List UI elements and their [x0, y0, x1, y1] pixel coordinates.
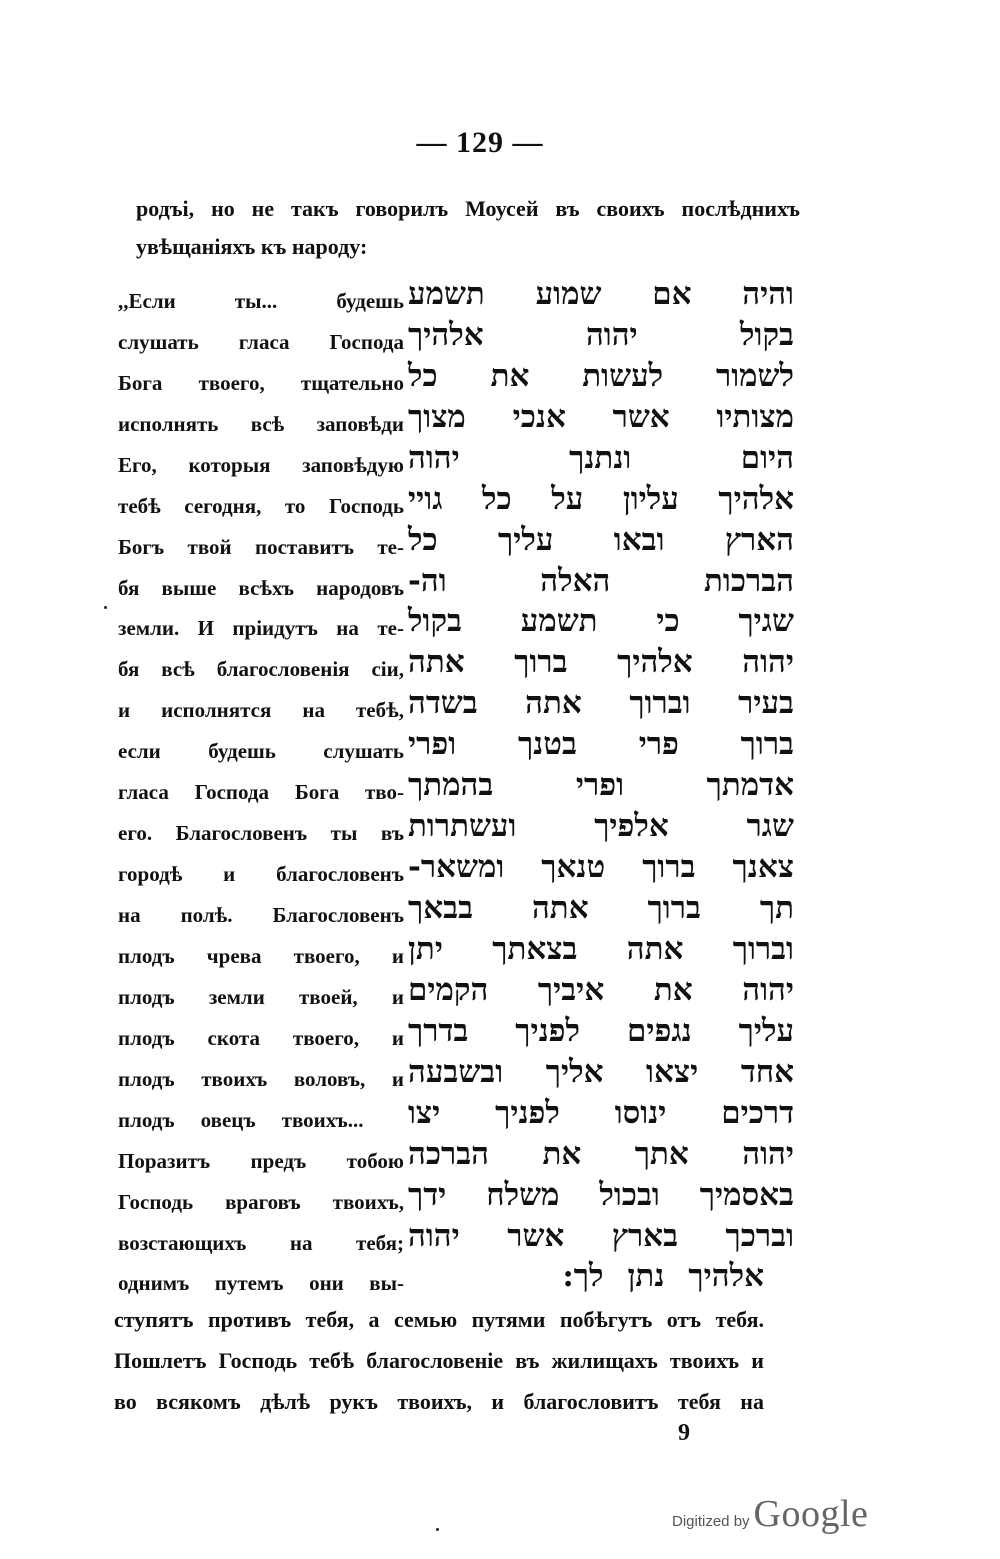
hebrew-line	[408, 274, 794, 315]
russian-line	[118, 486, 404, 527]
russian-word: Бога	[294, 780, 340, 805]
russian-word: то	[284, 493, 306, 518]
bottom-word: ступятъ	[114, 1307, 194, 1332]
hebrew-word: אשר	[612, 398, 670, 435]
bottom-word: во	[114, 1389, 137, 1414]
hebrew-word: אלהיך	[688, 1258, 764, 1295]
hebrew-word: כי	[656, 603, 680, 640]
hebrew-word: ומשאר-	[408, 849, 505, 886]
hebrew-line	[408, 929, 794, 970]
hebrew-word: ועשתרות	[408, 808, 517, 845]
russian-word: народовъ	[316, 575, 404, 600]
hebrew-word: ברוך	[740, 726, 794, 763]
russian-word: предъ	[250, 1148, 307, 1173]
intro-line-1	[136, 196, 800, 222]
hebrew-line	[408, 1216, 794, 1257]
russian-line	[118, 363, 404, 404]
russian-word: заповѣди	[316, 411, 404, 436]
russian-word: на	[302, 698, 325, 723]
russian-word: полѣ.	[180, 903, 233, 928]
russian-word: ты...	[234, 288, 278, 313]
russian-line	[118, 690, 404, 731]
hebrew-word: ידך	[408, 1176, 447, 1213]
bottom-word: всякомъ	[156, 1389, 241, 1414]
russian-word: и	[391, 984, 404, 1009]
bottom-word: побѣгутъ	[559, 1307, 653, 1332]
russian-line	[118, 772, 404, 813]
hebrew-word: בעיר	[738, 685, 794, 722]
hebrew-word: אשר	[507, 1217, 565, 1254]
russian-word: Богъ	[118, 534, 165, 559]
russian-word: враговъ	[225, 1189, 301, 1214]
hebrew-line	[408, 1175, 794, 1216]
hebrew-line	[408, 1011, 794, 1052]
hebrew-word: וברכך	[725, 1217, 794, 1254]
bottom-word: жилищахъ	[551, 1348, 658, 1373]
russian-word: твой	[187, 534, 232, 559]
hebrew-word: בדרך	[408, 1012, 469, 1049]
russian-line	[118, 609, 404, 650]
hebrew-word: טנאך	[541, 849, 606, 886]
russian-word: плодъ	[118, 943, 175, 968]
digitized-by-label: Digitized by	[672, 1513, 750, 1530]
russian-line	[118, 1223, 404, 1264]
russian-word: твоихъ...	[281, 1107, 364, 1132]
hebrew-word: לעשות	[582, 357, 664, 394]
russian-word: плодъ	[118, 1025, 175, 1050]
google-logo: Google	[753, 1493, 869, 1535]
page-number-header: — 129 —	[416, 126, 544, 159]
hebrew-word: ברוך	[514, 644, 568, 681]
hebrew-word: צאנך	[732, 849, 794, 886]
hebrew-word: תשמע	[520, 603, 598, 640]
hebrew-line	[408, 806, 794, 847]
russian-word: плодъ	[118, 1107, 175, 1132]
russian-line	[118, 895, 404, 936]
hebrew-word: ובאו	[613, 521, 665, 558]
hebrew-word: פרי	[638, 726, 679, 763]
hebrew-word: כל	[408, 357, 438, 394]
russian-line	[118, 1182, 404, 1223]
russian-line	[118, 854, 404, 895]
hebrew-word: יהוה	[585, 316, 638, 353]
russian-word: ты	[330, 821, 358, 846]
hebrew-word: וברוך	[732, 930, 794, 967]
russian-word: заповѣдую	[302, 452, 404, 477]
russian-word: въ	[380, 821, 404, 846]
intro-word: своихъ	[596, 196, 665, 221]
russian-word: ,,Если	[118, 288, 176, 313]
hebrew-word: ופרי	[575, 767, 625, 804]
russian-word: тобою	[346, 1148, 404, 1173]
hebrew-word: אנכי	[512, 398, 566, 435]
hebrew-word: ינוסו	[614, 1094, 667, 1131]
hebrew-word: לפניך	[515, 1012, 581, 1049]
intro-word: но	[211, 196, 235, 221]
hebrew-word: כל	[482, 480, 512, 517]
russian-word: выше	[161, 575, 217, 600]
russian-word: те-	[377, 534, 404, 559]
hebrew-word: וברוך	[629, 685, 691, 722]
russian-line	[118, 731, 404, 772]
russian-word: будешь	[336, 288, 404, 313]
bottom-word: отъ	[666, 1307, 702, 1332]
hebrew-word: יהוה	[408, 439, 460, 476]
hebrew-word: יצו	[408, 1094, 441, 1131]
hebrew-word: הברכות	[704, 562, 794, 599]
russian-word: исполнятся	[161, 698, 272, 723]
russian-word: будешь	[208, 739, 276, 764]
bottom-word: тебѣ	[309, 1348, 355, 1373]
hebrew-word: אתה	[408, 644, 465, 681]
russian-word: они	[309, 1271, 344, 1296]
russian-word: Господь	[118, 1189, 194, 1214]
hebrew-line	[408, 479, 794, 520]
hebrew-word: משלח	[486, 1176, 560, 1213]
russian-line	[118, 1018, 404, 1059]
intro-word: послѣднихъ	[681, 196, 800, 221]
russian-word: благословенія	[216, 657, 350, 682]
russian-word: вы-	[369, 1271, 404, 1296]
hebrew-line	[408, 561, 794, 602]
russian-line	[118, 322, 404, 363]
hebrew-word: מצותיו	[716, 398, 794, 435]
russian-word: Его,	[118, 452, 157, 477]
hebrew-line	[408, 847, 794, 888]
russian-word: на	[289, 1230, 313, 1255]
russian-word: Бога	[118, 370, 163, 395]
hebrew-word: והיה	[742, 275, 794, 312]
russian-word: сіи,	[371, 657, 404, 682]
hebrew-word: מצוך	[408, 398, 466, 435]
hebrew-word: אתה	[531, 890, 589, 927]
hebrew-word: עליון	[622, 480, 679, 517]
russian-word: И	[197, 616, 214, 641]
hebrew-word: יהוה	[742, 644, 794, 681]
hebrew-word: עליך	[498, 521, 554, 558]
digitized-watermark	[672, 1492, 868, 1536]
intro-line-2: увѣщаніяхъ къ народу:	[136, 234, 368, 259]
hebrew-word: ובשבעה	[408, 1053, 504, 1090]
hebrew-word: בקול	[408, 603, 462, 640]
hebrew-word: איביך	[537, 971, 605, 1008]
hebrew-word: את	[490, 357, 530, 394]
russian-word: овецъ	[200, 1107, 256, 1132]
bottom-word: на	[740, 1389, 764, 1414]
hebrew-word: אם	[652, 275, 692, 312]
bottom-word: благословитъ	[523, 1389, 659, 1414]
russian-word: Господа	[194, 780, 270, 805]
russian-word: те-	[377, 616, 404, 641]
russian-line	[118, 281, 404, 322]
russian-line	[118, 527, 404, 568]
hebrew-word: לשמור	[716, 357, 794, 394]
hebrew-word: בצאתך	[492, 930, 578, 967]
russian-word: возстающихъ	[118, 1230, 247, 1255]
hebrew-word: ובכול	[599, 1176, 660, 1213]
hebrew-word: אלהיך	[718, 480, 794, 517]
hebrew-word: בארץ	[611, 1217, 679, 1254]
intro-word: не	[251, 196, 275, 221]
russian-word: слушать	[118, 329, 199, 354]
hebrew-word: אלפיך	[594, 808, 669, 845]
hebrew-word: שגר	[746, 808, 794, 845]
russian-word: скота	[207, 1025, 260, 1050]
scan-speck	[104, 606, 107, 609]
hebrew-word: יתן	[408, 930, 443, 967]
russian-word: исполнять	[118, 411, 219, 436]
russian-line	[118, 404, 404, 445]
russian-word: твоихъ	[201, 1066, 268, 1091]
hebrew-word: יהוה	[742, 971, 794, 1008]
hebrew-word: ונתנך	[569, 439, 632, 476]
russian-line	[118, 936, 404, 977]
hebrew-word: דרכים	[721, 1094, 794, 1131]
russian-word: земли	[208, 984, 265, 1009]
russian-word: сегодня,	[184, 493, 262, 518]
hebrew-line	[408, 642, 794, 683]
hebrew-word: נתן	[627, 1258, 665, 1295]
hebrew-word: נגפים	[627, 1012, 692, 1049]
russian-word: поставитъ	[254, 534, 354, 559]
hebrew-word: ברוך	[647, 890, 701, 927]
russian-word: и	[118, 698, 131, 723]
bottom-word: въ	[515, 1348, 540, 1373]
russian-word: всѣ	[161, 657, 195, 682]
signature-mark: 9	[678, 1420, 690, 1446]
intro-word: въ	[555, 196, 580, 221]
bottom-word: благословеніе	[366, 1348, 504, 1373]
russian-line	[118, 813, 404, 854]
hebrew-line	[408, 520, 794, 561]
bottom-word: и	[751, 1348, 764, 1373]
russian-word: тво-	[364, 780, 404, 805]
russian-line	[118, 977, 404, 1018]
hebrew-word: הברכה	[408, 1135, 489, 1172]
intro-word: говорилъ	[355, 196, 449, 221]
bottom-word: и	[491, 1389, 505, 1414]
bottom-word: твоихъ,	[397, 1389, 473, 1414]
russian-word: тебѣ,	[355, 698, 404, 723]
hebrew-line	[408, 1093, 794, 1134]
russian-word: твоего,	[198, 370, 265, 395]
hebrew-word: אלהיך	[408, 316, 484, 353]
russian-word: Благословенъ	[175, 821, 308, 846]
russian-word: Господь	[328, 493, 404, 518]
hebrew-word: באסמיך	[699, 1176, 794, 1213]
bottom-line-1	[114, 1307, 764, 1333]
russian-word: если	[118, 739, 161, 764]
bottom-word: Господь	[218, 1348, 298, 1373]
hebrew-word: אליך	[545, 1053, 604, 1090]
russian-line	[118, 1100, 404, 1141]
bottom-word: твоихъ	[669, 1348, 740, 1373]
hebrew-word: האלה	[540, 562, 611, 599]
bottom-word: противъ	[207, 1307, 292, 1332]
hebrew-word: וה-	[408, 562, 447, 599]
russian-word: всѣ	[250, 411, 285, 436]
hebrew-word: את	[542, 1135, 582, 1172]
hebrew-word: גויי	[408, 480, 443, 517]
russian-word: Благословенъ	[272, 903, 404, 928]
russian-word: городѣ	[118, 862, 183, 887]
bottom-word: Пошлетъ	[114, 1348, 207, 1373]
hebrew-word: לך:	[562, 1258, 604, 1295]
russian-word: благословенъ	[276, 862, 404, 887]
russian-word: гласа	[118, 780, 169, 805]
hebrew-word: תשמע	[408, 275, 485, 312]
hebrew-word: אחד	[740, 1053, 794, 1090]
hebrew-word: כל	[408, 521, 438, 558]
russian-word: тщательно	[300, 370, 404, 395]
russian-word: путемъ	[214, 1271, 284, 1296]
russian-word: и	[391, 943, 404, 968]
russian-word: Поразитъ	[118, 1148, 211, 1173]
bottom-word: путями	[471, 1307, 546, 1332]
hebrew-line	[408, 683, 794, 724]
russian-line	[118, 445, 404, 486]
hebrew-word: אתך	[634, 1135, 689, 1172]
russian-word: Господа	[329, 329, 404, 354]
hebrew-word: עליך	[738, 1012, 794, 1049]
hebrew-line	[408, 888, 794, 929]
hebrew-word: הארץ	[724, 521, 794, 558]
russian-word: бя	[118, 575, 140, 600]
russian-word: слушать	[323, 739, 404, 764]
hebrew-word: ברוך	[642, 849, 696, 886]
russian-word: твоихъ,	[332, 1189, 404, 1214]
scan-speck	[436, 1528, 439, 1531]
hebrew-line	[408, 970, 794, 1011]
hebrew-line	[408, 1257, 794, 1298]
bottom-word: дѣлѣ	[260, 1389, 311, 1414]
hebrew-word: תך	[759, 890, 794, 927]
hebrew-word: ופרי	[408, 726, 457, 763]
russian-word: и	[223, 862, 236, 887]
russian-word: твоей,	[298, 984, 358, 1009]
russian-column	[118, 281, 404, 1304]
intro-word: родъі,	[136, 196, 195, 221]
hebrew-word: שמוע	[535, 275, 602, 312]
hebrew-line	[408, 724, 794, 765]
hebrew-line	[408, 397, 794, 438]
russian-word: и	[391, 1066, 404, 1091]
russian-word: и	[391, 1025, 404, 1050]
hebrew-line	[408, 315, 794, 356]
russian-word: воловъ,	[293, 1066, 366, 1091]
hebrew-line	[408, 356, 794, 397]
hebrew-line	[408, 602, 794, 643]
hebrew-word: יצאו	[646, 1053, 699, 1090]
russian-word: тебѣ	[118, 493, 161, 518]
russian-line	[118, 568, 404, 609]
russian-word: земли.	[118, 616, 180, 641]
russian-word: гласа	[238, 329, 290, 354]
hebrew-word: הקמים	[408, 971, 489, 1008]
hebrew-word: בבאך	[408, 890, 474, 927]
bottom-word: тебя,	[305, 1307, 355, 1332]
russian-line	[118, 1141, 404, 1182]
hebrew-word: בהמתך	[408, 767, 494, 804]
hebrew-word: את	[653, 971, 693, 1008]
russian-line	[118, 1059, 404, 1100]
hebrew-word: על	[551, 480, 584, 517]
intro-word: Моусей	[465, 196, 539, 221]
bottom-word: семью	[393, 1307, 458, 1332]
hebrew-word: לפניך	[495, 1094, 560, 1131]
hebrew-word: יהוה	[408, 1217, 460, 1254]
russian-line	[118, 649, 404, 690]
hebrew-line	[408, 765, 794, 806]
russian-word: которыя	[188, 452, 271, 477]
russian-word: пріидутъ	[232, 616, 318, 641]
hebrew-word: אתה	[626, 930, 684, 967]
russian-word: тебя;	[356, 1230, 404, 1255]
bottom-word: тебя	[677, 1389, 721, 1414]
bottom-line-3	[114, 1389, 764, 1415]
hebrew-word: אלהיך	[617, 644, 693, 681]
russian-word: твоего,	[293, 943, 360, 968]
hebrew-word: אדמתך	[706, 767, 794, 804]
russian-word: плодъ	[118, 984, 175, 1009]
russian-word: всѣхъ	[238, 575, 294, 600]
hebrew-line	[408, 438, 794, 479]
hebrew-word: שגיך	[738, 603, 794, 640]
russian-word: однимъ	[118, 1271, 190, 1296]
russian-word: плодъ	[118, 1066, 175, 1091]
russian-word: на	[118, 903, 141, 928]
hebrew-line	[408, 1134, 794, 1175]
russian-line	[118, 1264, 404, 1305]
bottom-line-2	[114, 1348, 764, 1374]
bottom-word: рукъ	[329, 1389, 378, 1414]
russian-word: твоего,	[292, 1025, 359, 1050]
bottom-word: а	[368, 1307, 380, 1332]
hebrew-column	[408, 274, 794, 1297]
hebrew-word: היום	[740, 439, 794, 476]
intro-word: такъ	[290, 196, 339, 221]
hebrew-word: בשדה	[408, 685, 478, 722]
hebrew-word: בקול	[740, 316, 794, 353]
hebrew-line	[408, 1052, 794, 1093]
hebrew-word: אתה	[525, 685, 582, 722]
bottom-word: тебя.	[715, 1307, 764, 1332]
russian-word: бя	[118, 657, 140, 682]
hebrew-word: יהוה	[742, 1135, 794, 1172]
russian-word: на	[336, 616, 359, 641]
hebrew-word: בטנך	[517, 726, 577, 763]
russian-word: чрева	[206, 943, 262, 968]
russian-word: его.	[118, 821, 153, 846]
